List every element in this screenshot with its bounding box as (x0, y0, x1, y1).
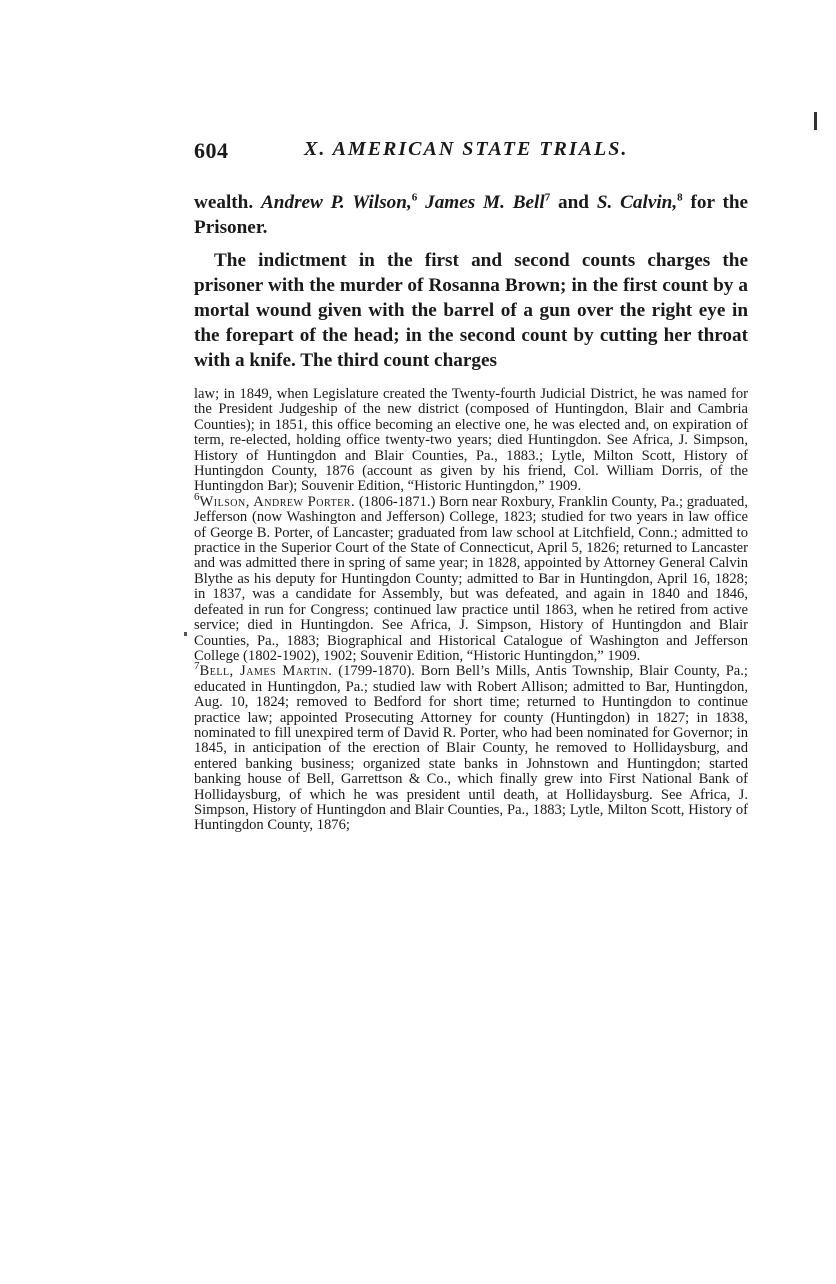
footnote-7-name: Bell, James Martin. (199, 663, 333, 680)
counsel-calvin: S. Calvin, (596, 192, 678, 213)
running-title: X. AMERICAN STATE TRIALS. (304, 138, 629, 160)
footnote-ref-8: 8 (677, 191, 683, 204)
footnote-6-name: Wilson, Andrew Porter. (199, 493, 356, 510)
book-page (194, 138, 748, 834)
scan-edge-mark (814, 112, 817, 130)
footnote-7: $^7$Bell, James Martin. (1799-1870). Born Bell’s Mills, Antis Township, Blair County, Pa.; educated in Huntingdon, Pa.; studied law with Robert Allison; admitted to Bar, Huntingdon, Aug. 10, 1824; removed to Bedford for short time; returned to Huntingdon to continue practice law; appointed Prosecuting Attorney for county (Huntingdon) in 1827; in 1838, nominated to fill unexpired term of David R. Porter, who had been nominated for Governor; in 1845, in anticipation of the erection of Blair County, he removed to Hollidaysburg, and entered banking business; organized state banks in Johnstown and Huntingdon; started banking house of Bell, Garrettson & Co., which finally grew into First National Bank of Hollidaysburg, of which he was president until death, at Hollidaysburg. See Africa, J. Simpson, History of Huntingdon and Blair Counties, Pa., 1883; Lytle, Milton Scott, History of Huntingdon County, 1876; (194, 660, 748, 834)
footnote-ref-6: 6 (411, 191, 418, 204)
scan-margin-speck (184, 632, 187, 636)
footnotes (194, 387, 748, 834)
footnote-ref-7: 7 (544, 191, 551, 204)
footnote-7-text: (1799-1870). Born Bell’s Mills, Antis Township, Blair County, Pa.; educated in Huntingdon, Pa.; studied law with Robert Allison; admitted to Bar, Huntingdon, Aug. 10, 1824; removed to Bedford for short time; returned to Huntingdon to continue practice law; appointed Prosecuting Attorney for county (Huntingdon) in 1827; in 1838, nominated to fill unexpired term of David R. Porter, who had been nominated for Governor; in 1845, in anticipation of the erection of Blair County, he removed to Hollidaysburg, and entered banking business; organized state banks in Johnstown and Huntingdon; started banking house of Bell, Garrettson & Co., which finally grew into First National Bank of Hollidaysburg, of which he was president until death, at Hollidaysburg. See Africa, J. Simpson, History of Huntingdon and Blair Counties, Pa., 1883; Lytle, Milton Scott, History of Huntingdon County, 1876; (194, 663, 748, 834)
page-number: 604 (194, 138, 229, 163)
indictment-paragraph: The indictment in the first and second counts charges the prisoner with the murder of Rosanna Brown; in the first count by a mortal wound given with the barrel of a gun over the right eye in the forepart of the head; in the second count by cutting her throat with a knife. The third count charges (194, 250, 748, 371)
counsel-paragraph: wealth. Andrew P. Wilson,$^6$ James M. Bell$^7$ and S. Calvin,$^8$ for the Prisoner. (194, 191, 749, 238)
footnote-6: $^6$Wilson, Andrew Porter. (1806-1871.) Born near Roxbury, Franklin County, Pa.; graduated, Jefferson (now Washington and Jefferson) College, 1823; studied for two years in law office of George B. Porter, of Lancaster; graduated from law school at Litchfield, Conn.; admitted to practice in the Superior Court of the State of Connecticut, April 5, 1826; returned to Lancaster and was admitted there in spring of same year; in 1828, appointed by Attorney General Calvin Blythe as his deputy for Huntingdon County; admitted to Bar in Huntingdon, April 16, 1828; in 1837, was a candidate for Assembly, but was defeated, and again in 1840 and 1846, defeated in run for Congress; continued law practice until 1863, when he retired from active service; died in Huntingdon. See Africa, J. Simpson, History of Huntingdon and Blair Counties, Pa., 1883; Biographical and Historical Catalogue of Washington and Jefferson College (1802-1902), 1902; Souvenir Edition, “Historic Huntingdon,” 1909. (194, 490, 748, 664)
page-header (194, 138, 748, 168)
footnote-continued: law; in 1849, when Legislature created the Twenty-fourth Judicial District, he was named for the President Judgeship of the new district (composed of Huntingdon, Blair and Cambria Counties); in 1851, this office becoming an elective one, he was elected and, on expiration of term, re-elected, holding office twenty-two years; died Huntingdon. See Africa, J. Simpson, History of Huntingdon and Blair Counties, Pa., 1883.; Lytle, Milton Scott, History of Huntingdon County, 1876 (account as given by his friend, Col. William Dorris, of the Huntingdon Bar); Souvenir Edition, “Historic Huntingdon,” 1909. (194, 386, 748, 495)
main-text (194, 190, 748, 373)
footnote-6-text: (1806-1871.) Born near Roxbury, Franklin County, Pa.; graduated, Jefferson (now Washington and Jefferson) College, 1823; studied for two years in law office of George B. Porter, of Lancaster; graduated from law school at Litchfield, Conn.; admitted to practice in the Superior Court of the State of Connecticut, April 5, 1826; returned to Lancaster and was admitted there in spring of same year; in 1828, appointed by Attorney General Calvin Blythe as his deputy for Huntingdon County; admitted to Bar in Huntingdon, April 16, 1828; in 1837, was a candidate for Assembly, but was defeated, and again in 1840 and 1846, defeated in run for Congress; continued law practice until 1863, when he retired from active service; died in Huntingdon. See Africa, J. Simpson, History of Huntingdon and Blair Counties, Pa., 1883; Biographical and Historical Catalogue of Washington and Jefferson College (1802-1902), 1902; Souvenir Edition, “Historic Huntingdon,” 1909. (194, 493, 748, 664)
counsel-wilson: Andrew P. Wilson, (261, 192, 412, 213)
counsel-bell: James M. Bell (425, 192, 545, 213)
